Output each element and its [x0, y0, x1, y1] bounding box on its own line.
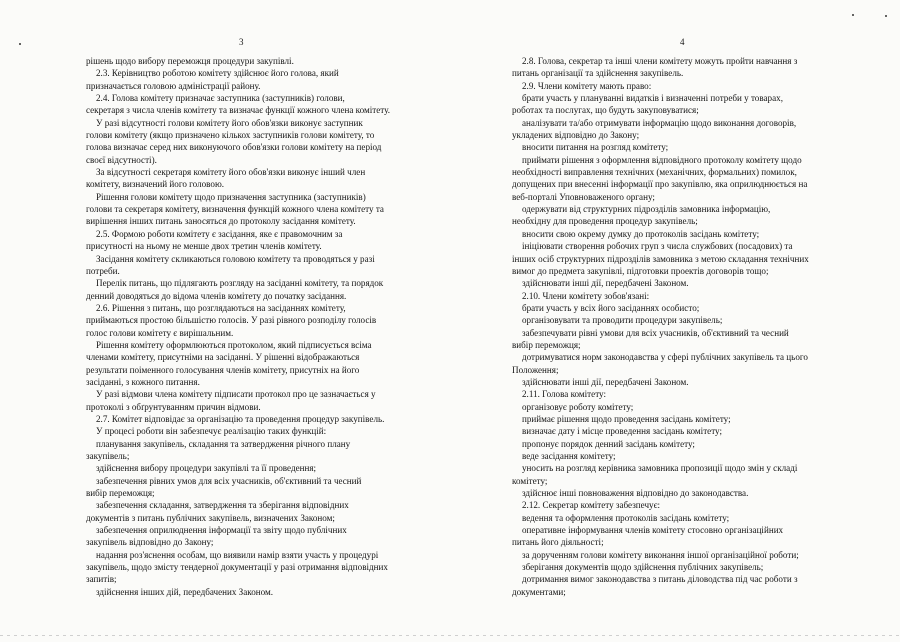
- text-line: приймає рішення щодо проведення засідань комітету;: [522, 413, 731, 424]
- text-line: У разі відсутності голови комітету його обов'язки виконує заступник: [96, 117, 363, 128]
- text-line: засіданні, з кожного питання.: [86, 376, 200, 387]
- text-line: планування закупівель, складання та затвердження річного плану: [96, 438, 351, 449]
- text-line: дотримання вимог законодавства з питань діловодства під час роботи з: [522, 574, 798, 585]
- text-line: здійснювати інші дії, передбачені Законом.: [522, 376, 689, 387]
- text-line: 2.12. Секретар комітету забезпечує:: [522, 500, 661, 511]
- text-line: здійснення інших дій, передбачених Законом.: [96, 586, 274, 597]
- text-line: Положення;: [512, 364, 559, 375]
- text-line: вибір переможця;: [86, 488, 155, 499]
- right-page: [450, 0, 900, 642]
- text-line: 2.10. Члени комітету зобов'язані:: [522, 290, 650, 301]
- page-number: 4: [680, 37, 685, 47]
- text-line: веде засідання комітету;: [522, 451, 616, 461]
- text-line: допущених при внесенні інформації про закупівлю, яка оприлюднюється на: [512, 179, 808, 190]
- text-line: надання роз'яснення особам, що виявили намір взяти участь у процедурі: [96, 549, 379, 560]
- text-line: 2.8. Голова, секретар та інші члени комітету можуть пройти навчання з: [522, 56, 798, 66]
- text-line: своєї відсутності).: [86, 154, 157, 165]
- text-line: оперативне інформування членів комітету стосовно організаційних: [522, 525, 784, 536]
- left-page-text: [86, 55, 415, 598]
- text-line: необхідності виправлення технічних (механічних, формальних) помилок,: [512, 167, 797, 178]
- text-line: 2.6. Рішення з питань, що розглядаються на засіданнях комітету,: [96, 302, 346, 313]
- text-line: питань його діяльності;: [512, 537, 604, 548]
- right-page-text: [512, 55, 847, 598]
- text-line: брати участь у плануванні видатків і визначенні потреби у товарах,: [522, 93, 783, 104]
- text-line: Рішення голови комітету щодо призначення заступника (заступників): [96, 191, 366, 202]
- text-line: одержувати від структурних підрозділів замовника інформацію,: [522, 204, 771, 215]
- text-line: Перелік питань, що підлягають розгляду на засіданні комітету, та порядок: [96, 278, 384, 289]
- text-line: 2.4. Голова комітету призначає заступника (заступників) голови,: [96, 93, 345, 104]
- text-line: вибір переможця;: [512, 339, 581, 350]
- text-line: голова визначає серед них виконуючого обов'язки голови комітету на період: [86, 142, 382, 153]
- text-line: протоколі з обґрунтуванням причин відмови.: [86, 401, 261, 412]
- text-line: документів з питань публічних закупівель, визначених Законом;: [86, 512, 335, 523]
- text-line: денний доводяться до відома членів комітету до початку засідання.: [86, 290, 347, 301]
- text-line: визначає дату і місце проведення засідань комітету;: [522, 426, 723, 437]
- scan-speck: [852, 14, 854, 16]
- text-line: організовує роботу комітету;: [522, 401, 634, 412]
- text-line: 2.9. Члени комітету мають право:: [522, 80, 652, 91]
- scan-speck: [19, 43, 21, 45]
- text-line: уносить на розгляд керівника замовника пропозиції щодо змін у складі: [522, 463, 798, 474]
- text-line: забезпечення складання, затвердження та зберігання відповідних: [96, 500, 349, 511]
- text-line: комітету;: [512, 475, 548, 486]
- text-line: приймаються простою більшістю голосів. У разі рівного розподілу голосів: [86, 315, 377, 326]
- text-line: членами комітету, присутніми на засіданні. У рішенні відображаються: [86, 352, 360, 363]
- text-line: аналізувати та/або отримувати інформацію щодо виконання договорів,: [522, 117, 797, 128]
- scan-speck: [885, 15, 887, 17]
- text-line: 2.5. Формою роботи комітету є засідання, яке є правомочним за: [96, 228, 343, 239]
- text-line: закупівель відповідно до Закону;: [86, 537, 214, 548]
- text-line: голови та секретаря комітету, визначення функцій кожного члена комітету та: [86, 204, 384, 215]
- text-line: необхідну для проведення процедур закупівель;: [512, 216, 698, 227]
- text-line: 2.7. Комітет відповідає за організацію та проведення процедур закупівель.: [96, 413, 385, 424]
- text-line: секретаря з числа членів комітету та визначає функції кожного члена комітету.: [86, 105, 391, 116]
- text-line: За відсутності секретаря комітету його обов'язки виконує інший член: [96, 167, 366, 178]
- text-line: голос голови комітету є вирішальним.: [86, 327, 234, 338]
- text-line: вносити свою окрему думку до протоколів засідань комітету;: [522, 228, 760, 239]
- text-line: організовувати та проводити процедури закупівель;: [522, 315, 723, 326]
- text-line: ведення та оформлення протоколів засідань комітету;: [522, 512, 730, 523]
- text-line: забезпечувати рівні умови для всіх учасників, об'єктивний та чесний: [522, 327, 789, 338]
- text-line: забезпечення рівних умов для всіх учасників, об'єктивний та чесний: [96, 475, 362, 486]
- text-line: приймати рішення з оформлення відповідного протоколу комітету щодо: [522, 154, 802, 165]
- text-line: рішень щодо вибору переможця процедури закупівлі.: [86, 56, 294, 66]
- text-line: 2.11. Голова комітету:: [522, 389, 607, 400]
- page-number: 3: [239, 37, 244, 47]
- scan-edge: [0, 635, 900, 636]
- text-line: здійснювати інші дії, передбачені Законом.: [522, 278, 689, 289]
- text-line: інших осіб структурних підрозділів замовника з метою складання технічних: [512, 253, 809, 264]
- text-line: веб-порталі Уповноваженого органу;: [512, 191, 655, 202]
- text-line: комітету, визначений його головою.: [86, 179, 225, 190]
- text-line: дотримуватися норм законодавства у сфері публічних закупівель та цього: [522, 352, 808, 363]
- text-line: Рішення комітету оформлюються протоколом, який підписується всіма: [96, 339, 372, 350]
- text-line: потреби.: [86, 265, 120, 276]
- text-line: результати поіменного голосування членів комітету, присутніх на його: [86, 364, 360, 375]
- text-line: 2.3. Керівництво роботою комітету здійснює його голова, який: [96, 68, 339, 79]
- text-line: забезпечення оприлюднення інформації та звіту щодо публічних: [96, 525, 347, 536]
- text-line: документами;: [512, 586, 566, 597]
- text-line: У процесі роботи він забезпечує реалізацію таких функцій:: [96, 426, 327, 437]
- text-line: вносити питання на розгляд комітету;: [522, 142, 669, 153]
- text-line: за дорученням голови комітету виконання іншої організаційної роботи;: [522, 549, 799, 560]
- text-line: закупівель, щодо змісту тендерної документації у разі отримання відповідних: [86, 562, 388, 573]
- text-line: укладених відповідно до Закону;: [512, 130, 640, 141]
- text-line: зберігання документів щодо здійснення публічних закупівель;: [522, 562, 764, 573]
- text-line: Засідання комітету скликаються головою комітету та проводяться у разі: [96, 253, 375, 264]
- text-line: закупівель;: [86, 451, 130, 461]
- text-line: питань організації та здійснення закупівель.: [512, 68, 684, 79]
- text-line: вимог до предмета закупівлі, підготовки проектів договорів тощо;: [512, 265, 769, 276]
- text-line: пропонує порядок денний засідань комітету;: [522, 438, 695, 449]
- text-line: роботах та послугах, що будуть закуповуватися;: [512, 105, 699, 116]
- text-line: брати участь у всіх його засіданнях особисто;: [522, 302, 700, 313]
- text-line: голови комітету (якщо призначено кількох заступників голови комітету, то: [86, 130, 375, 141]
- text-line: присутності на ньому не менше двох третин членів комітету.: [86, 241, 322, 252]
- text-line: призначається головою адміністрації району.: [86, 80, 261, 91]
- text-line: У разі відмови члена комітету підписати протокол про це зазначається у: [96, 389, 376, 400]
- text-line: ініціювати створення робочих груп з числа службових (посадових) та: [522, 241, 793, 252]
- text-line: запитів;: [86, 574, 117, 585]
- text-line: вирішення інших питань заносяться до протоколу засідання комітету.: [86, 216, 356, 227]
- text-line: здійснює інші повноваження відповідно до законодавства.: [522, 488, 749, 499]
- text-line: здійснення вибору процедури закупівлі та її проведення;: [96, 463, 317, 474]
